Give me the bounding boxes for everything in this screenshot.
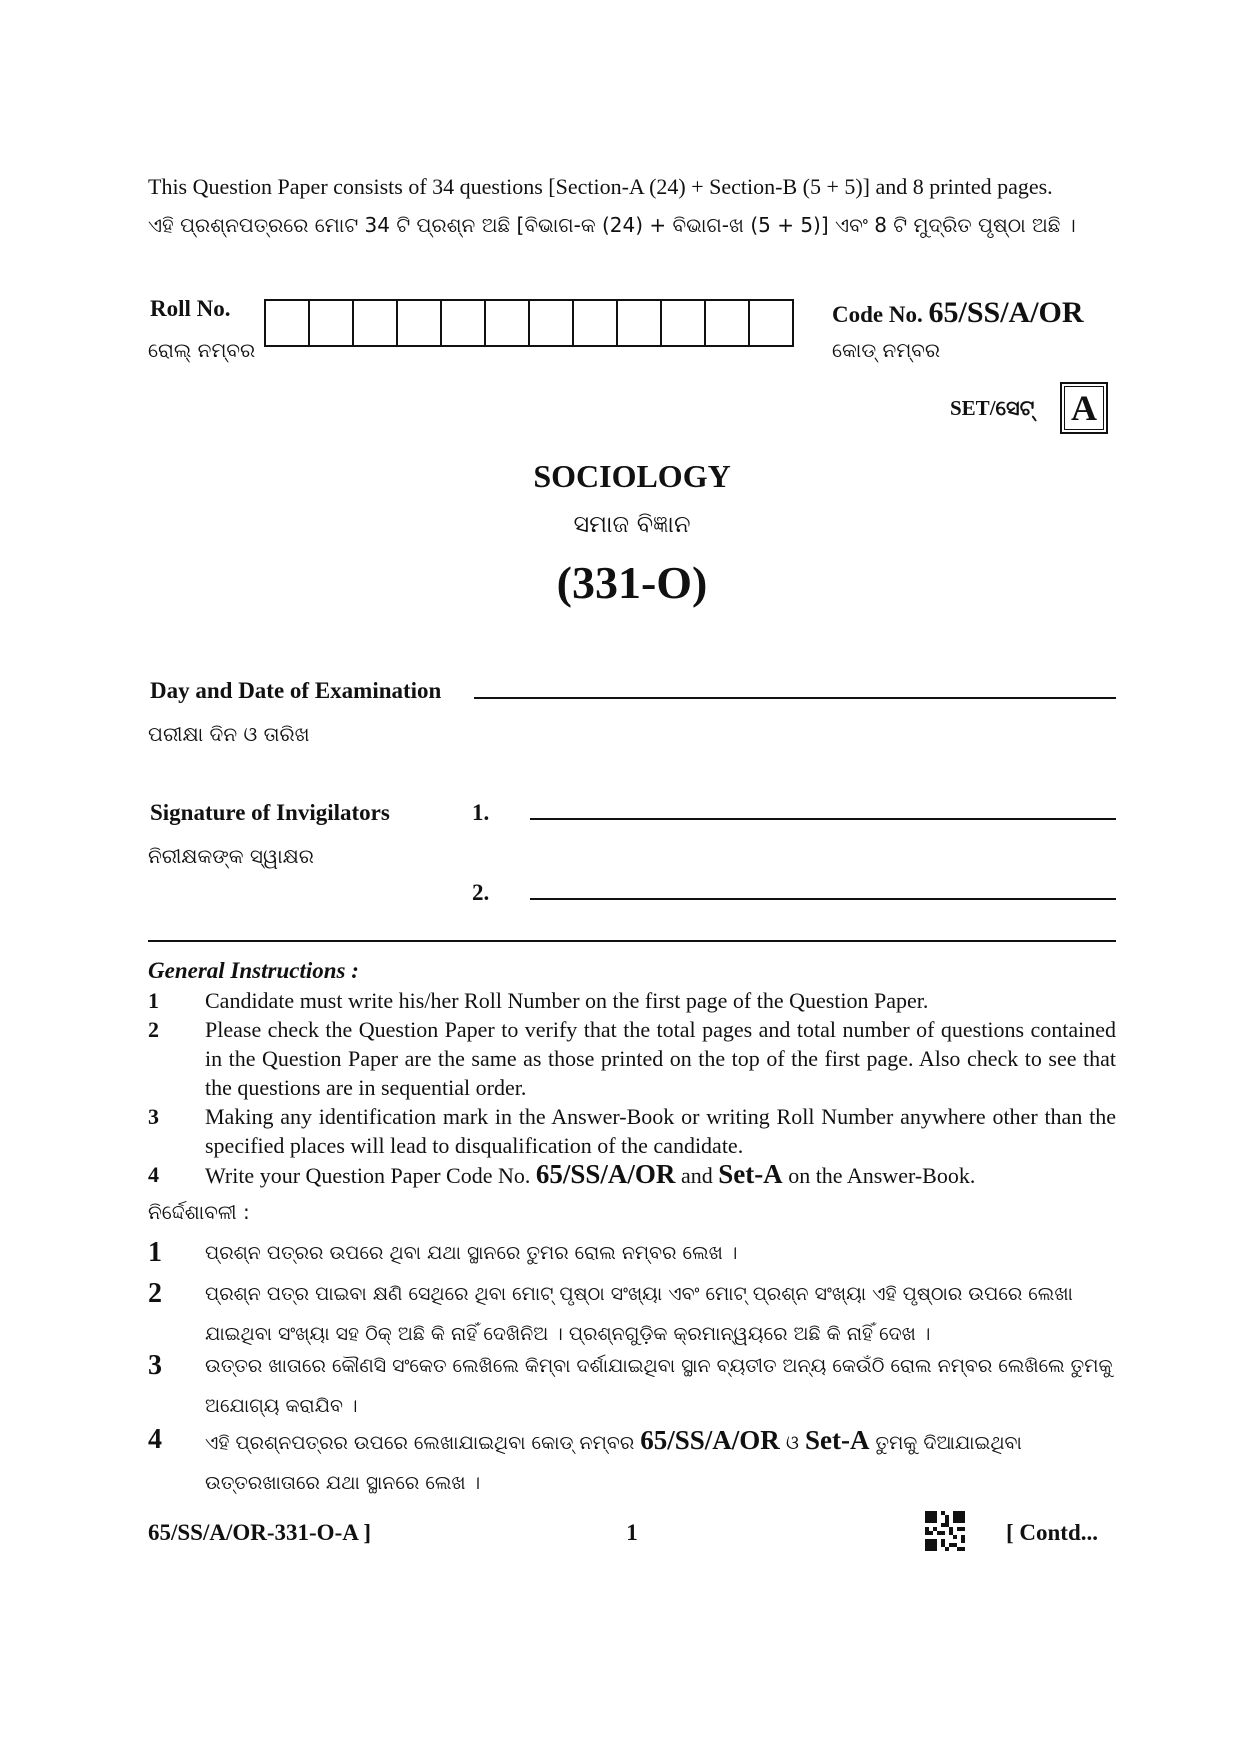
subject-code: (331-O)	[556, 557, 708, 608]
set-value: A	[1064, 386, 1104, 430]
subject-title-odia: ସମାଜ ବିଜ୍ଞାନ	[573, 510, 691, 538]
roll-number-box[interactable]	[398, 299, 442, 347]
instruction-text: Please check the Question Paper to verify that the total pages and total number of questions contained in the Question Paper are the same as those printed on the top of the first page. Also check to see that the questions are in sequential order.	[205, 1017, 1116, 1100]
set-box	[1060, 382, 1108, 434]
instruction-number: 4	[148, 1162, 159, 1187]
instruction-code: 65/SS/A/OR	[535, 1159, 676, 1189]
signature-line-2[interactable]	[530, 898, 1116, 900]
roll-number-box[interactable]	[442, 299, 486, 347]
roll-number-box[interactable]	[310, 299, 354, 347]
roll-number-box[interactable]	[486, 299, 530, 347]
roll-number-boxes[interactable]	[264, 299, 794, 347]
instruction-text-post: ତୁମକୁ ଦିଆଯାଇଥିବା ଉତ୍ତରଖାତାରେ ଯଥା ସ୍ଥାନରେ ଲେଖ ।	[205, 1432, 1022, 1494]
signature-number-1: 1.	[472, 800, 490, 825]
odia-instructions-heading: ନିର୍ଦ୍ଦେଶାବଳୀ :	[148, 1200, 250, 1224]
odia-instruction-item	[148, 1233, 1116, 1273]
exam-date-label-odia: ପରୀକ୍ଷା ଦିନ ଓ ତାରିଖ	[148, 722, 310, 746]
invigilator-signature-label: Signature of Invigilators	[150, 800, 390, 825]
instruction-code: 65/SS/A/OR	[640, 1425, 780, 1455]
exam-date-label: Day and Date of Examination	[150, 678, 442, 703]
instruction-text-mid: and	[680, 1163, 713, 1188]
signature-line-1[interactable]	[530, 818, 1116, 820]
signature-number-2: 2.	[472, 880, 490, 905]
instruction-number: 2	[148, 1017, 159, 1042]
qr-code-icon	[925, 1511, 965, 1551]
instruction-item	[148, 1015, 1116, 1102]
instruction-item	[148, 986, 1116, 1015]
page-number: 1	[626, 1520, 638, 1545]
instruction-text	[205, 1160, 1116, 1190]
question-paper-summary: This Question Paper consists of 34 questions [Section-A (24) + Section-B (5 + 5)] and 8 printed pages.	[148, 174, 1053, 199]
roll-number-box[interactable]	[530, 299, 574, 347]
roll-number-box[interactable]	[354, 299, 398, 347]
instruction-number: 2	[148, 1278, 162, 1309]
roll-number-box[interactable]	[662, 299, 706, 347]
roll-number-box[interactable]	[574, 299, 618, 347]
code-number-value: 65/SS/A/OR	[928, 296, 1084, 329]
code-number-label-odia: କୋଡ୍ ନମ୍ବର	[832, 338, 941, 362]
instruction-number: 4	[148, 1424, 162, 1455]
exam-date-line[interactable]	[474, 697, 1116, 699]
invigilator-signature-label-odia: ନିରୀକ୍ଷକଙ୍କ ସ୍ୱାକ୍ଷର	[148, 844, 314, 868]
instruction-set: Set-A	[718, 1159, 783, 1189]
instruction-number: 1	[148, 988, 159, 1013]
instruction-text: ପ୍ରଶ୍ନ ପତ୍ର ପାଇବା କ୍ଷଣି ସେଥିରେ ଥିବା ମୋଟ୍ ପୃଷ୍ଠା ସଂଖ୍ୟା ଏବଂ ମୋଟ୍ ପ୍ରଶ୍ନ ସଂଖ୍ୟା ଏହି ପୃଷ୍ଠାର ଉପରେ ଲେଖା ଯାଇଥିବା ସଂଖ୍ୟା ସହ ଠିକ୍ ଅଛି କି ନାହିଁ ଦେଖିନିଅ । ପ୍ରଶ୍ନଗୁଡ଼ିକ କ୍ରମାନ୍ୱୟରେ ଅଛି କି ନାହିଁ ଦେଖ ।	[205, 1283, 1073, 1345]
roll-number-label: Roll No.	[150, 296, 231, 321]
footer-paper-code: 65/SS/A/OR-331-O-A ]	[148, 1520, 371, 1545]
odia-instruction-item	[148, 1346, 1116, 1426]
roll-number-box[interactable]	[618, 299, 662, 347]
odia-instruction-item	[148, 1274, 1116, 1354]
section-divider	[148, 940, 1116, 942]
general-instructions-heading: General Instructions :	[148, 958, 359, 983]
instruction-text-post: on the Answer-Book.	[788, 1163, 976, 1188]
roll-number-label-odia: ରୋଲ୍ ନମ୍ବର	[148, 338, 256, 362]
roll-number-box[interactable]	[706, 299, 750, 347]
code-number	[832, 296, 1084, 330]
instruction-set: Set-A	[805, 1425, 870, 1455]
instruction-text: ଉତ୍ତର ଖାତାରେ କୌଣସି ସଂକେତ ଲେଖିଲେ କିମ୍ବା ଦର୍ଶାଯାଇଥିବା ସ୍ଥାନ ବ୍ୟତୀତ ଅନ୍ୟ କେଉଁଠି ରୋଲ ନମ୍ବର ଲେଖିଲେ ତୁମକୁ ଅଯୋଗ୍ୟ କରାଯିବ ।	[205, 1355, 1113, 1417]
instruction-number: 3	[148, 1350, 162, 1381]
instruction-text-mid: ଓ	[785, 1432, 799, 1454]
instruction-text: Making any identification mark in the Answer-Book or writing Roll Number anywhere other than the specified places will lead to disqualification of the candidate.	[205, 1104, 1116, 1158]
instruction-number: 1	[148, 1237, 162, 1268]
instruction-item	[148, 1102, 1116, 1160]
instruction-item	[148, 1160, 1116, 1190]
instruction-text	[205, 1420, 1116, 1503]
subject-title: SOCIOLOGY	[533, 458, 731, 494]
instruction-number: 3	[148, 1104, 159, 1129]
instruction-text: Candidate must write his/her Roll Number on the first page of the Question Paper.	[205, 988, 929, 1013]
continued-label: [ Contd...	[1006, 1520, 1099, 1545]
roll-number-box[interactable]	[266, 299, 310, 347]
odia-instruction-item	[148, 1420, 1116, 1503]
instruction-text-pre: ଏହି ପ୍ରଶ୍ନପତ୍ରର ଉପରେ ଲେଖାଯାଇଥିବା କୋଡ୍ ନମ୍ବର	[205, 1432, 635, 1454]
instruction-text: ପ୍ରଶ୍ନ ପତ୍ରର ଉପରେ ଥିବା ଯଥା ସ୍ଥାନରେ ତୁମର ରୋଲ ନମ୍ବର ଲେଖ ।	[205, 1242, 738, 1264]
set-label: SET/ସେଟ୍	[950, 396, 1035, 420]
roll-number-box[interactable]	[750, 299, 794, 347]
question-paper-summary-odia: ଏହି ପ୍ରଶ୍ନପତ୍ରରେ ମୋଟ 34 ଟି ପ୍ରଶ୍ନ ଅଛି [ବିଭାଗ-କ (24) + ବିଭାଗ-ଖ (5 + 5)] ଏବଂ 8 ଟି ମୁଦ୍ରିତ ପୃଷ୍ଠା ଅଛି ।	[148, 213, 1076, 237]
code-number-label: Code No.	[832, 302, 923, 327]
instruction-text-pre: Write your Question Paper Code No.	[205, 1163, 531, 1188]
